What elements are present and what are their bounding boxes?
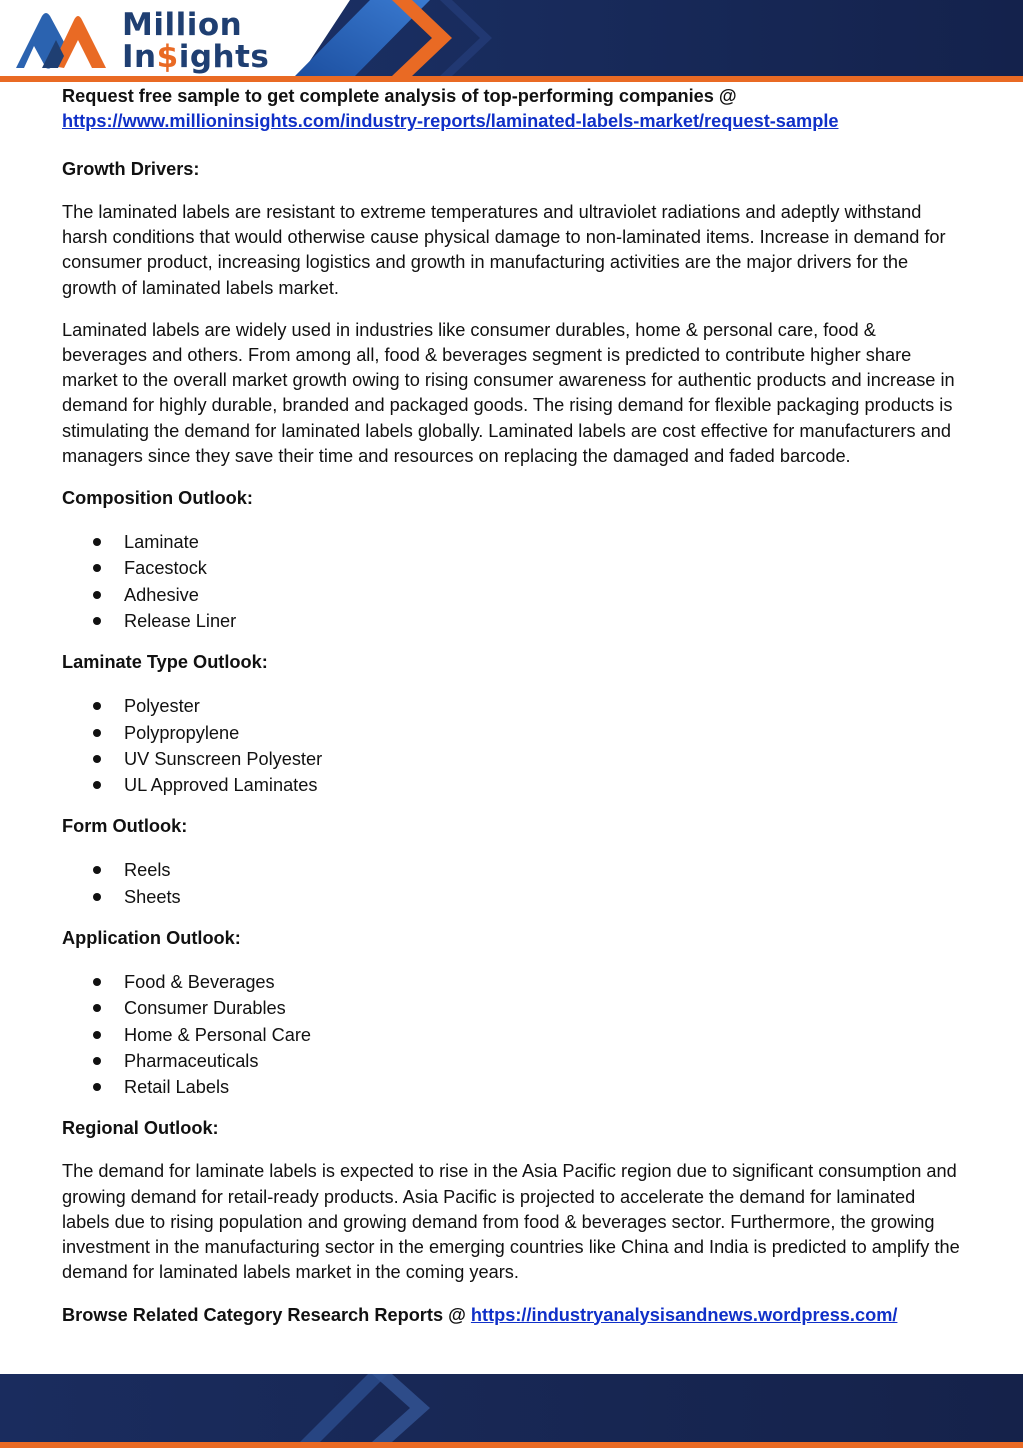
brand-logo[interactable]	[12, 6, 270, 76]
bullet-icon	[93, 978, 101, 986]
bullet-icon	[93, 866, 101, 874]
bullet-icon	[93, 591, 101, 599]
page-header	[0, 0, 1023, 82]
list-item: Home & Personal Care	[62, 1022, 962, 1048]
growth-paragraph-1: The laminated labels are resistant to extreme temperatures and ultraviolet radiations and adeptly withstand harsh conditions that would otherwise cause physical damage to non-laminated items. Increase in demand for consumer product, increasing logistics and growth in manufacturing activities are the major drivers for the growth of laminated labels market.	[62, 202, 946, 298]
form-list	[62, 857, 962, 910]
list-item: Reels	[62, 857, 962, 883]
list-item: Facestock	[62, 555, 962, 581]
list-item: Laminate	[62, 529, 962, 555]
logo-mark-icon	[12, 8, 110, 72]
bullet-icon	[93, 1057, 101, 1065]
related-reports-link[interactable]: https://industryanalysisandnews.wordpress.com/	[470, 1304, 898, 1325]
related-reports-line	[62, 1303, 962, 1328]
bullet-icon	[93, 1083, 101, 1091]
sample-request-text: Request free sample to get complete analysis of top-performing companies @	[62, 86, 737, 106]
section-heading-laminate-type: Laminate Type Outlook:	[62, 652, 268, 673]
list-item: Polypropylene	[62, 720, 962, 746]
composition-list	[62, 529, 962, 634]
bullet-icon	[93, 781, 101, 789]
bullet-icon	[93, 617, 101, 625]
list-item: Food & Beverages	[62, 969, 962, 995]
bullet-icon	[93, 564, 101, 572]
bullet-icon	[93, 538, 101, 546]
page-footer	[0, 1374, 1023, 1448]
list-item: Sheets	[62, 884, 962, 910]
laminate-type-list	[62, 693, 962, 798]
list-item: Retail Labels	[62, 1074, 962, 1100]
bullet-icon	[93, 1031, 101, 1039]
bullet-icon	[93, 893, 101, 901]
section-heading-composition: Composition Outlook:	[62, 488, 253, 509]
section-heading-form: Form Outlook:	[62, 816, 188, 837]
list-item: Polyester	[62, 693, 962, 719]
footer-banner	[0, 1374, 1023, 1448]
list-item: Pharmaceuticals	[62, 1048, 962, 1074]
list-item: Adhesive	[62, 582, 962, 608]
bullet-icon	[93, 1004, 101, 1012]
list-item: UL Approved Laminates	[62, 772, 962, 798]
bullet-icon	[93, 755, 101, 763]
list-item: Release Liner	[62, 608, 962, 634]
section-heading-application: Application Outlook:	[62, 928, 241, 948]
header-orange-rule	[0, 76, 1023, 82]
regional-paragraph: The demand for laminate labels is expected to rise in the Asia Pacific region due to significant consumption and growing demand for retail-ready products. Asia Pacific is projected to accelerate the demand for laminated labels due to rising population and growing demand from food & beverages sector. Furthermore, the growing investment in the manufacturing sector in the emerging countries like China and India is predicted to amplify the demand for laminated labels market in the coming years.	[62, 1161, 960, 1283]
bullet-icon	[93, 729, 101, 737]
document-body	[62, 84, 962, 1328]
related-reports-text: Browse Related Category Research Reports @	[62, 1304, 466, 1325]
logo-dollar-mark: $	[156, 39, 179, 75]
growth-paragraph-2: Laminated labels are widely used in industries like consumer durables, home & personal care, food & beverages and others. From among all, food & beverages segment is predicted to contribute higher share market to the overall market growth owing to rising consumer awareness for authentic products and increase in demand for highly durable, branded and packaged goods. The rising demand for flexible packaging products is stimulating the demand for laminated labels globally. Laminated labels are cost effective for manufacturers and managers since they save their time and resources on replacing the damaged and faded barcode.	[62, 319, 955, 466]
logo-wordmark-insights: In$ights	[122, 39, 270, 75]
list-item: UV Sunscreen Polyester	[62, 746, 962, 772]
logo-wordmark-million: Million	[122, 7, 243, 43]
bullet-icon	[93, 702, 101, 710]
section-heading-growth-drivers: Growth Drivers:	[62, 159, 200, 179]
application-list	[62, 969, 962, 1100]
section-heading-regional: Regional Outlook:	[62, 1118, 219, 1139]
list-item: Consumer Durables	[62, 995, 962, 1021]
sample-request-link[interactable]: https://www.millioninsights.com/industry-reports/laminated-labels-market/request-sample	[62, 111, 839, 131]
